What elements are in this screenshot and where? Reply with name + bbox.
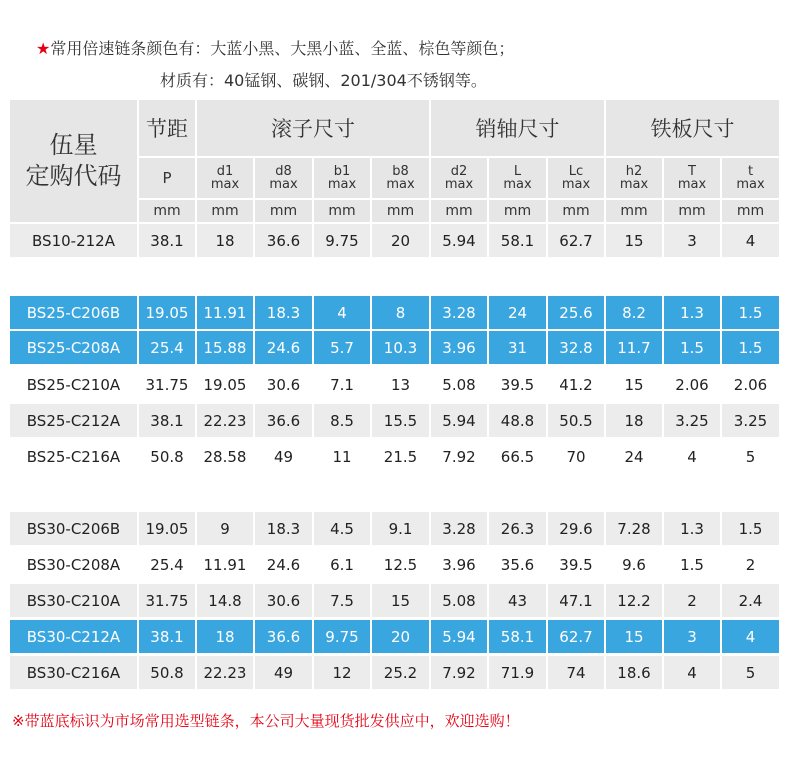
row-value: 2.06	[722, 368, 779, 401]
row-value: 21.5	[372, 440, 429, 473]
row-code: BS25-C210A	[10, 368, 137, 401]
row-value: 18.3	[255, 296, 312, 329]
row-value: 15	[606, 620, 662, 653]
row-value: 50.8	[139, 656, 195, 689]
row-value: 5.7	[314, 331, 370, 364]
row-code: BS30-C216A	[10, 656, 137, 689]
row-value: 15	[606, 224, 662, 257]
group-header: 滚子尺寸	[197, 100, 429, 156]
row-value: 18	[606, 404, 662, 437]
row-value: 15.88	[197, 331, 253, 364]
unit-header: mm	[548, 200, 604, 222]
symbol-sub: max	[677, 177, 707, 192]
row-value: 49	[255, 656, 312, 689]
row-value: 1.5	[722, 331, 779, 364]
row-value: 30.6	[255, 584, 312, 617]
row-value: 11.7	[606, 331, 662, 364]
row-value: 19.05	[139, 512, 195, 545]
row-value: 20	[372, 224, 429, 257]
unit-header: mm	[197, 200, 253, 222]
symbol-header	[664, 158, 720, 198]
symbol-name: d2	[450, 164, 468, 179]
row-value: 4.5	[314, 512, 370, 545]
row-value: 5	[722, 440, 779, 473]
symbol-sub: max	[327, 177, 357, 192]
row-value: 38.1	[139, 620, 195, 653]
row-value: 50.8	[139, 440, 195, 473]
row-value: 4	[664, 440, 720, 473]
row-value: 39.5	[489, 368, 546, 401]
row-value: 50.5	[548, 404, 604, 437]
row-value: 3.96	[431, 548, 487, 581]
row-value: 1.3	[664, 296, 720, 329]
code-header-code-line1: 伍星	[49, 131, 98, 159]
row-value: 3.96	[431, 331, 487, 364]
row-value: 30.6	[255, 368, 312, 401]
symbol-sub: max	[503, 177, 532, 192]
row-value: 9.1	[372, 512, 429, 545]
row-value: 13	[372, 368, 429, 401]
row-value: 31.75	[139, 584, 195, 617]
row-value: 7.1	[314, 368, 370, 401]
row-value: 15.5	[372, 404, 429, 437]
symbol-sub: max	[736, 177, 765, 192]
symbol-header	[431, 158, 487, 198]
row-value: 49	[255, 440, 312, 473]
row-value: 7.92	[431, 440, 487, 473]
row-value: 1.3	[664, 512, 720, 545]
row-value: 1.5	[664, 548, 720, 581]
row-value: 1.5	[722, 512, 779, 545]
row-value: 31.75	[139, 368, 195, 401]
row-value: 4	[314, 296, 370, 329]
unit-header: mm	[255, 200, 312, 222]
unit-header: mm	[489, 200, 546, 222]
row-value: 18.3	[255, 512, 312, 545]
symbol-header	[372, 158, 429, 198]
row-value: 41.2	[548, 368, 604, 401]
row-value: 7.28	[606, 512, 662, 545]
row-value: 66.5	[489, 440, 546, 473]
row-value: 47.1	[548, 584, 604, 617]
row-value: 2	[722, 548, 779, 581]
row-code: BS25-C216A	[10, 440, 137, 473]
group-header: 节距	[139, 100, 195, 156]
row-value: 15	[372, 584, 429, 617]
code-header	[10, 100, 137, 222]
symbol-header	[314, 158, 370, 198]
row-value: 29.6	[548, 512, 604, 545]
group-header: 铁板尺寸	[606, 100, 779, 156]
row-value: 1.5	[722, 296, 779, 329]
row-code: BS25-C208A	[10, 331, 137, 364]
row-value: 25.2	[372, 656, 429, 689]
row-value: 18	[197, 224, 253, 257]
row-value: 24.6	[255, 331, 312, 364]
row-value: 2	[664, 584, 720, 617]
unit-header: mm	[314, 200, 370, 222]
row-value: 15	[606, 368, 662, 401]
row-value: 5.08	[431, 584, 487, 617]
row-value: 7.92	[431, 656, 487, 689]
symbol-name: b1	[333, 164, 351, 179]
symbol-name: h2	[625, 164, 643, 179]
row-value: 2.4	[722, 584, 779, 617]
symbol-header	[606, 158, 662, 198]
row-value: 9.75	[314, 620, 370, 653]
row-value: 31	[489, 331, 546, 364]
row-value: 11	[314, 440, 370, 473]
row-value: 70	[548, 440, 604, 473]
row-value: 58.1	[489, 224, 546, 257]
unit-header: mm	[139, 200, 195, 222]
row-value: 39.5	[548, 548, 604, 581]
row-value: 22.23	[197, 656, 253, 689]
symbol-header	[489, 158, 546, 198]
symbol-name: L	[513, 164, 522, 179]
footer-note: ※带蓝底标识为市场常用选型链条，本公司大量现货批发供应中，欢迎选购！	[12, 712, 520, 730]
row-value: 9.75	[314, 224, 370, 257]
symbol-name: b8	[392, 164, 409, 179]
row-value: 12.2	[606, 584, 662, 617]
row-value: 71.9	[489, 656, 546, 689]
row-value: 20	[372, 620, 429, 653]
row-value: 35.6	[489, 548, 546, 581]
row-value: 58.1	[489, 620, 546, 653]
row-value: 9.6	[606, 548, 662, 581]
row-value: 36.6	[255, 620, 312, 653]
row-value: 3.25	[722, 404, 779, 437]
symbol-name: Lc	[568, 164, 584, 179]
unit-header: mm	[722, 200, 779, 222]
row-value: 3.25	[664, 404, 720, 437]
row-value: 24	[489, 296, 546, 329]
symbol-sub: max	[386, 177, 415, 192]
symbol-sub: max	[561, 177, 591, 192]
row-value: 4	[722, 224, 779, 257]
row-code: BS30-C212A	[10, 620, 137, 653]
row-value: 22.23	[197, 404, 253, 437]
material-note: 材质有：40锰钢、碳钢、201/304不锈钢等。	[160, 71, 487, 90]
symbol-header	[139, 158, 195, 198]
symbol-header	[197, 158, 253, 198]
row-code: BS30-C210A	[10, 584, 137, 617]
row-value: 48.8	[489, 404, 546, 437]
row-value: 6.1	[314, 548, 370, 581]
unit-header: mm	[431, 200, 487, 222]
row-value: 36.6	[255, 404, 312, 437]
row-code: BS10-212A	[10, 224, 137, 257]
row-value: 3.28	[431, 512, 487, 545]
row-value: 3	[664, 620, 720, 653]
row-code: BS30-C208A	[10, 548, 137, 581]
unit-header: mm	[606, 200, 662, 222]
row-value: 32.8	[548, 331, 604, 364]
row-value: 25.6	[548, 296, 604, 329]
row-value: 38.1	[139, 224, 195, 257]
row-value: 5.94	[431, 404, 487, 437]
row-value: 18.6	[606, 656, 662, 689]
row-value: 24	[606, 440, 662, 473]
row-value: 28.58	[197, 440, 253, 473]
row-value: 7.5	[314, 584, 370, 617]
row-value: 5.94	[431, 620, 487, 653]
row-value: 14.8	[197, 584, 253, 617]
unit-header: mm	[372, 200, 429, 222]
symbol-name: P	[162, 168, 172, 187]
row-value: 19.05	[139, 296, 195, 329]
row-value: 5.94	[431, 224, 487, 257]
symbol-sub: max	[210, 177, 240, 192]
row-value: 19.05	[197, 368, 253, 401]
row-value: 8	[372, 296, 429, 329]
row-value: 11.91	[197, 296, 253, 329]
row-value: 12.5	[372, 548, 429, 581]
row-value: 2.06	[664, 368, 720, 401]
row-value: 74	[548, 656, 604, 689]
row-value: 8.2	[606, 296, 662, 329]
row-value: 43	[489, 584, 546, 617]
symbol-sub: max	[269, 177, 298, 192]
symbol-header	[722, 158, 779, 198]
code-header-code-line2: 定购代码	[25, 162, 122, 190]
group-header: 销轴尺寸	[431, 100, 604, 156]
row-value: 38.1	[139, 404, 195, 437]
symbol-sub: max	[444, 177, 474, 192]
unit-header: mm	[664, 200, 720, 222]
row-value: 18	[197, 620, 253, 653]
symbol-name: t	[747, 164, 754, 179]
symbol-sub: max	[619, 177, 649, 192]
row-code: BS30-C206B	[10, 512, 137, 545]
row-value: 11.91	[197, 548, 253, 581]
color-note-text: 常用倍速链条颜色有：大蓝小黑、大黑小蓝、全蓝、棕色等颜色；	[50, 39, 515, 58]
row-value: 4	[664, 656, 720, 689]
row-value: 3.28	[431, 296, 487, 329]
symbol-name: d1	[216, 164, 234, 179]
row-value: 4	[722, 620, 779, 653]
row-value: 3	[664, 224, 720, 257]
row-value: 5	[722, 656, 779, 689]
row-value: 9	[197, 512, 253, 545]
row-value: 62.7	[548, 620, 604, 653]
symbol-header	[548, 158, 604, 198]
row-value: 1.5	[664, 331, 720, 364]
row-value: 26.3	[489, 512, 546, 545]
row-value: 36.6	[255, 224, 312, 257]
star-icon: ★	[36, 39, 51, 58]
row-value: 5.08	[431, 368, 487, 401]
row-code: BS25-C212A	[10, 404, 137, 437]
row-value: 24.6	[255, 548, 312, 581]
row-code: BS25-C206B	[10, 296, 137, 329]
row-value: 62.7	[548, 224, 604, 257]
row-value: 10.3	[372, 331, 429, 364]
symbol-name: T	[688, 164, 696, 179]
row-value: 25.4	[139, 331, 195, 364]
symbol-header	[255, 158, 312, 198]
row-value: 8.5	[314, 404, 370, 437]
symbol-name: d8	[275, 164, 292, 179]
color-note	[36, 36, 514, 59]
row-value: 25.4	[139, 548, 195, 581]
row-value: 12	[314, 656, 370, 689]
